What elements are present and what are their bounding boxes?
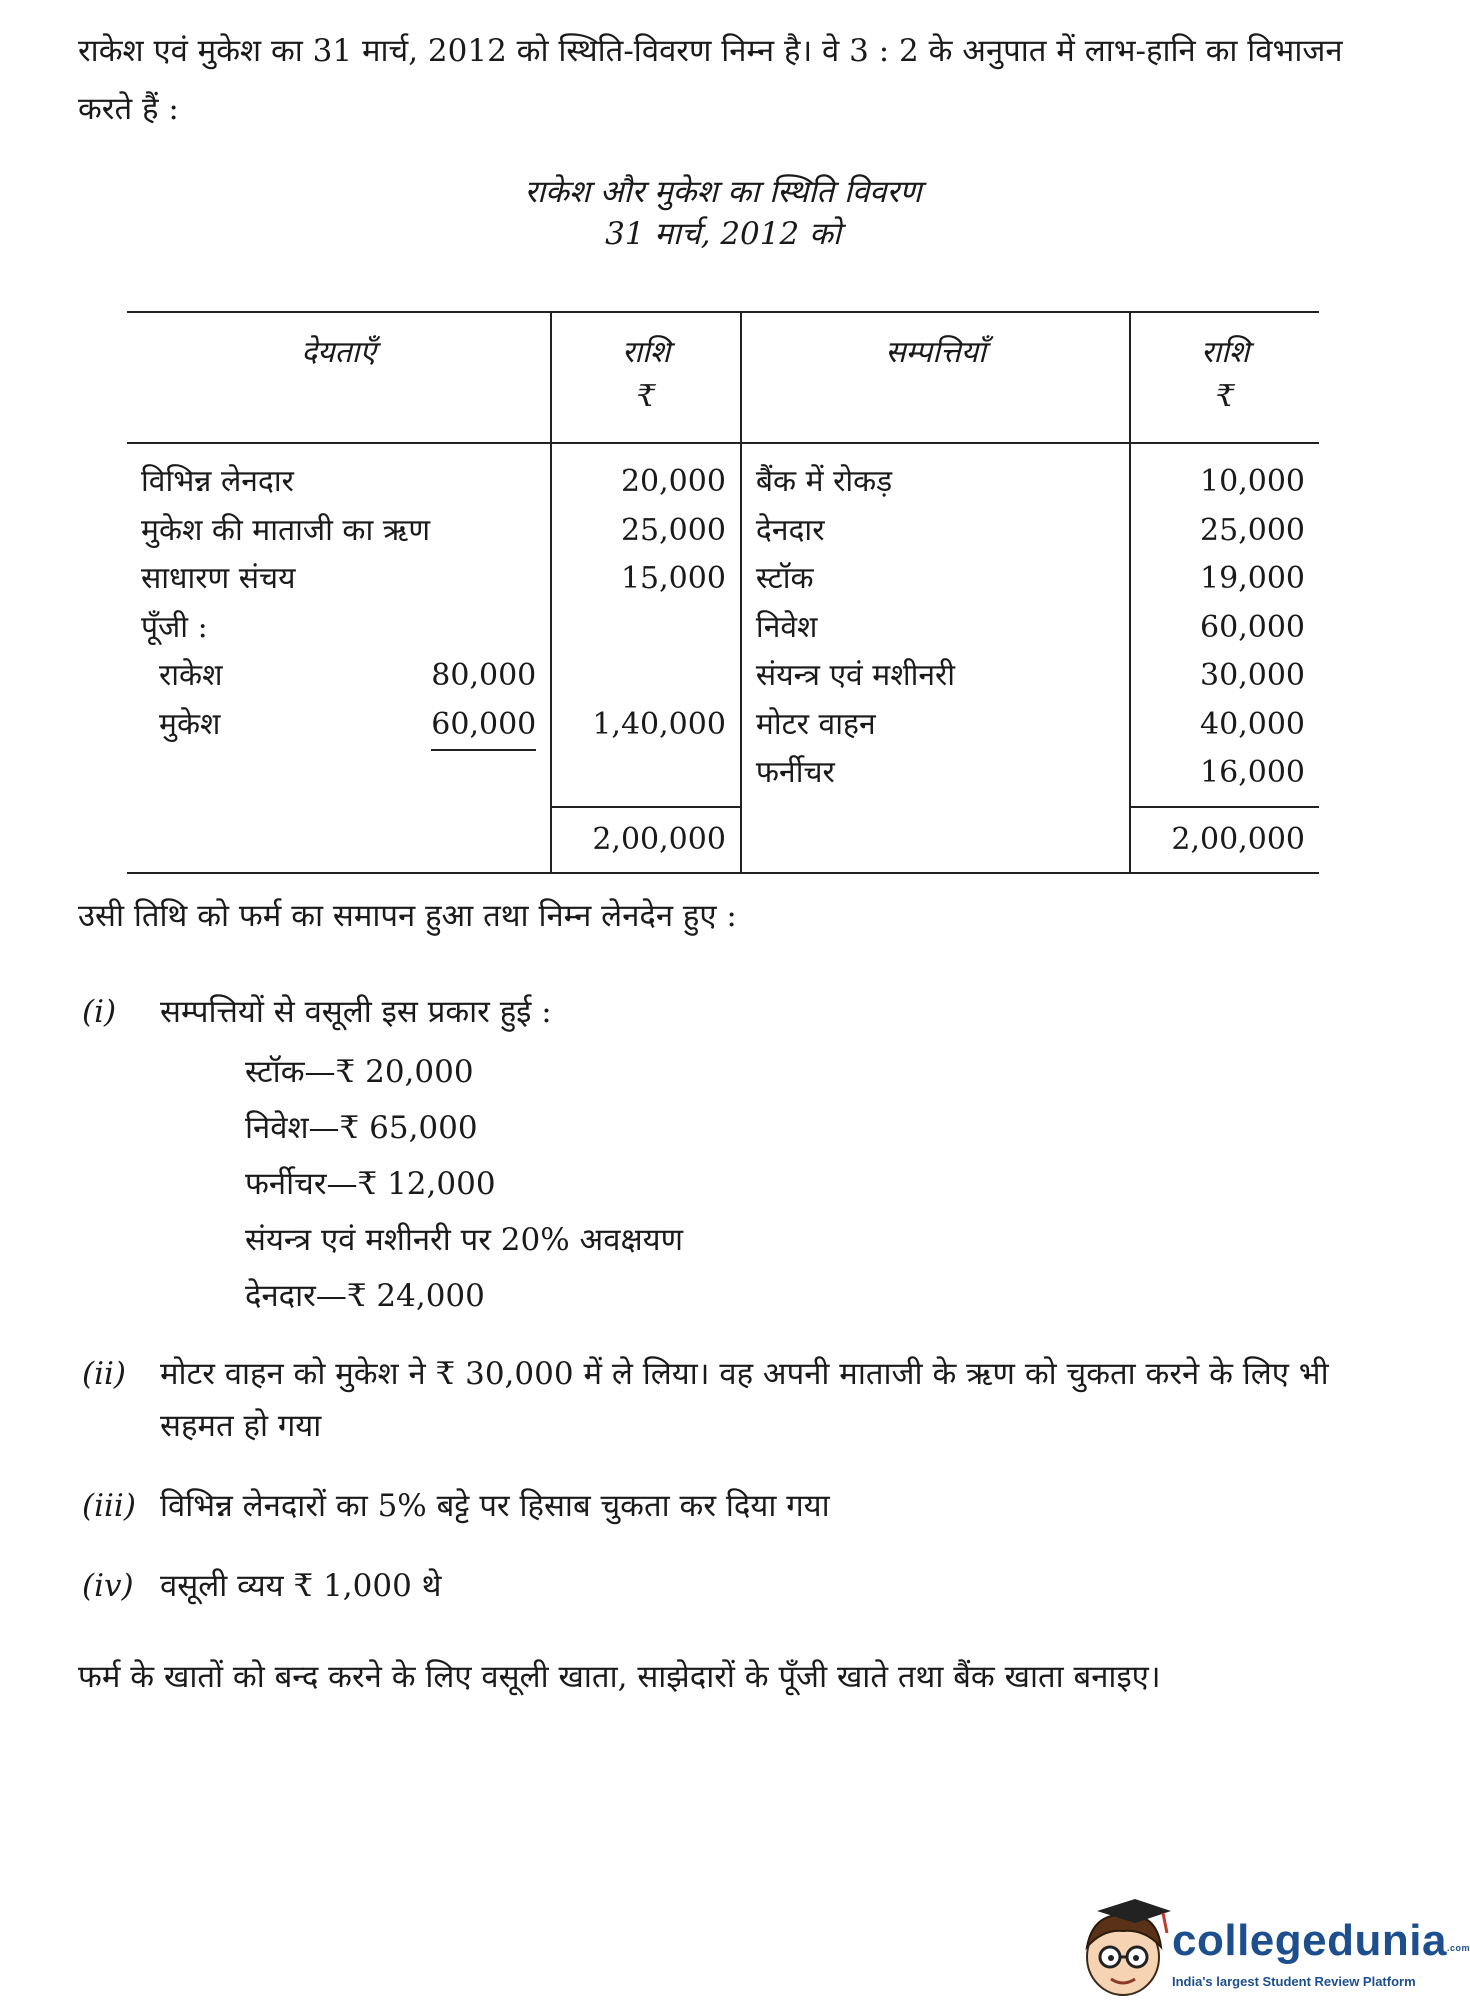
item-i-text: सम्पत्तियों से वसूली इस प्रकार हुई : [160, 994, 552, 1030]
rupee-symbol-1: ₹ [636, 379, 656, 414]
amount-creditors: 20,000 [620, 464, 726, 499]
asset-investments: निवेश [755, 609, 818, 645]
header-amount-2-label: राशि [1201, 335, 1250, 370]
realisation-debtors: देनदार—₹ 24,000 [245, 1278, 485, 1314]
amount-debtors: 25,000 [1200, 512, 1305, 548]
statement-date: 31 मार्च, 2012 को [605, 216, 841, 252]
item-ii-number: (ii) [82, 1356, 127, 1392]
item-iv-number: (iv) [82, 1568, 134, 1604]
asset-cash-at-bank: बैंक में रोकड़ [755, 464, 893, 499]
asset-furniture: फर्नीचर [755, 755, 835, 790]
question-line: फर्म के खातों को बन्द करने के लिए वसूली खाता, साझेदारों के पूँजी खाते तथा बैंक खाता बनाइए। [78, 1659, 1161, 1695]
brand-name: collegedunia.com [1172, 1916, 1470, 1965]
statement-title: राकेश और मुकेश का स्थिति विवरण [524, 174, 922, 210]
asset-motor-vehicle: मोटर वाहन [755, 706, 876, 742]
amount-general-reserve: 15,000 [620, 561, 726, 596]
liability-mother-loan: मुकेश की माताजी का ऋण [141, 512, 431, 548]
realisation-plant-machinery: संयन्त्र एवं मशीनरी पर 20% अवक्षयण [245, 1222, 684, 1258]
capital-label: पूँजी : [141, 609, 208, 645]
item-i-number: (i) [82, 994, 117, 1030]
realisation-furniture: फर्नीचर—₹ 12,000 [245, 1166, 496, 1202]
amount-capital-total: 1,40,000 [592, 706, 726, 742]
balance-sheet-table [127, 311, 1319, 874]
realisation-stock: स्टॉक—₹ 20,000 [245, 1054, 474, 1090]
item-ii-text: मोटर वाहन को मुकेश ने ₹ 30,000 में ले लिया। वह अपनी माताजी के ऋण को चुकता करने के लिए भी सहमत हो गया [160, 1356, 1329, 1444]
dissolution-line: उसी तिथि को फर्म का समापन हुआ तथा निम्न लेनदेन हुए : [78, 898, 737, 934]
header-liabilities: देयताएँ [127, 312, 551, 443]
amount-stock: 19,000 [1200, 561, 1305, 596]
table-total-row [127, 807, 1319, 874]
liabilities-cell [127, 443, 551, 807]
intro-paragraph: राकेश एवं मुकेश का 31 मार्च, 2012 को स्थिति-विवरण निम्न है। वे 3 : 2 के अनुपात में लाभ-हानि का विभाजन करते हैं : [78, 33, 1343, 127]
table-body-row [127, 443, 1319, 807]
capital-mukesh-amount: 60,000 [431, 701, 536, 752]
rupee-symbol-2: ₹ [1215, 379, 1235, 414]
liability-creditors: विभिन्न लेनदार [141, 464, 294, 499]
capital-mukesh [141, 701, 536, 752]
capital-rakesh [141, 652, 536, 701]
amount-cash-at-bank: 10,000 [1200, 464, 1305, 499]
capital-rakesh-amount: 80,000 [431, 658, 537, 693]
liability-general-reserve: साधारण संचय [141, 561, 296, 596]
assets-cell [741, 443, 1130, 807]
realisation-investments: निवेश—₹ 65,000 [245, 1110, 478, 1146]
brand-tagline: India's largest Student Review Platform [1172, 1974, 1416, 1989]
item-iii-text: विभिन्न लेनदारों का 5% बट्टे पर हिसाब चुकता कर दिया गया [160, 1488, 830, 1524]
header-amount-1-label: राशि [621, 335, 671, 370]
amount-motor-vehicle: 40,000 [1200, 706, 1305, 742]
header-amount-2 [1130, 312, 1319, 443]
asset-debtors: देनदार [755, 512, 825, 548]
table-header-row [127, 312, 1319, 443]
item-iv-text: वसूली व्यय ₹ 1,000 थे [160, 1568, 442, 1604]
total-liabilities: 2,00,000 [551, 807, 741, 874]
item-iii-number: (iii) [82, 1488, 136, 1524]
capital-mukesh-name: मुकेश [159, 706, 221, 742]
header-assets: सम्पत्तियाँ [741, 312, 1130, 443]
amount-investments: 60,000 [1200, 609, 1305, 645]
brand-suffix: .com [1446, 1943, 1470, 1953]
liability-amounts-cell [551, 443, 741, 807]
asset-amounts-cell [1130, 443, 1319, 807]
header-amount-1 [551, 312, 741, 443]
capital-rakesh-name: राकेश [159, 658, 223, 693]
amount-mother-loan: 25,000 [620, 512, 726, 548]
amount-plant-machinery: 30,000 [1200, 658, 1305, 693]
asset-stock: स्टॉक [755, 561, 814, 596]
asset-plant-machinery: संयन्त्र एवं मशीनरी [755, 658, 956, 693]
total-assets: 2,00,000 [1130, 807, 1319, 874]
amount-furniture: 16,000 [1200, 755, 1305, 790]
